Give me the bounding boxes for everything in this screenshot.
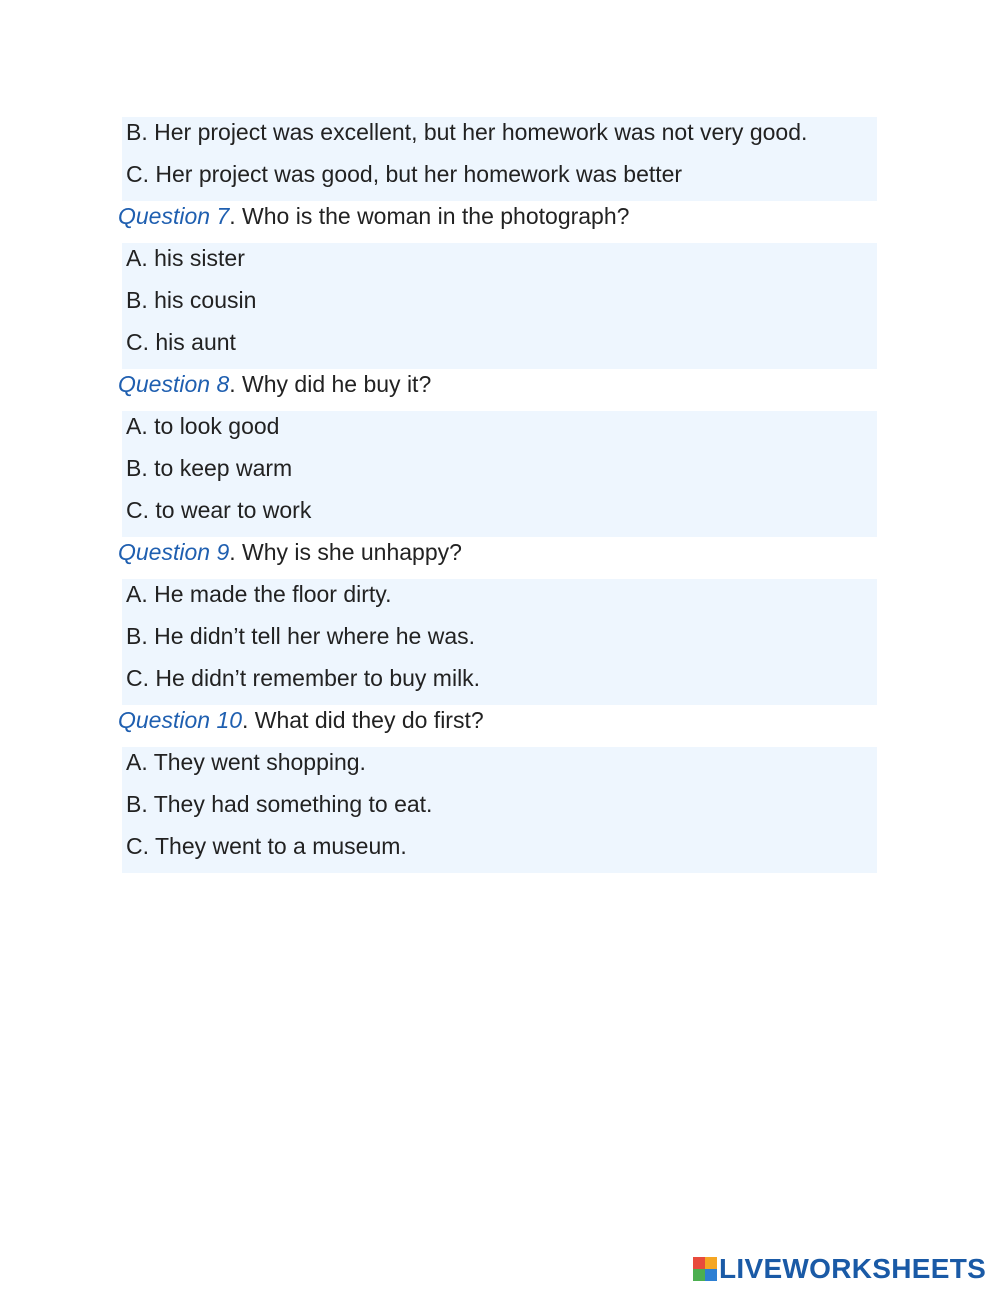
options-block (122, 243, 877, 369)
answer-option[interactable]: A. to look good (126, 413, 280, 439)
question-text: . Why is she unhappy? (229, 539, 462, 565)
logo-mark-icon (693, 1257, 717, 1281)
question-text: . Who is the woman in the photograph? (229, 203, 630, 229)
question-label: Question 7 (118, 203, 230, 229)
answer-option[interactable]: C. They went to a museum. (126, 833, 407, 859)
question-text: . Why did he buy it? (229, 371, 432, 397)
question-label: Question 8 (118, 371, 230, 397)
question-8 (118, 363, 431, 405)
answer-option[interactable]: B. He didn’t tell her where he was. (126, 623, 476, 649)
answer-option[interactable]: C. to wear to work (126, 497, 312, 523)
options-block (122, 579, 877, 705)
logo-mark-tile (693, 1269, 705, 1281)
question-7 (118, 195, 629, 237)
answer-option[interactable]: B. Her project was excellent, but her homework was not very good. (126, 119, 808, 145)
question-label: Question 10 (118, 707, 243, 733)
answer-option[interactable]: B. They had something to eat. (126, 791, 433, 817)
answer-option[interactable]: C. Her project was good, but her homework was better (126, 161, 683, 187)
answer-option[interactable]: C. his aunt (126, 329, 236, 355)
answer-option[interactable]: B. his cousin (126, 287, 257, 313)
logo-text: LIVEWORKSHEETS (719, 1253, 987, 1284)
logo-mark-tile (705, 1257, 717, 1269)
answer-option[interactable]: B. to keep warm (126, 455, 293, 481)
question-9 (118, 531, 462, 573)
answer-option[interactable]: A. his sister (126, 245, 245, 271)
options-block (122, 747, 877, 873)
answer-option[interactable]: A. He made the floor dirty. (126, 581, 392, 607)
question-label: Question 9 (118, 539, 230, 565)
answer-option[interactable]: C. He didn’t remember to buy milk. (126, 665, 481, 691)
logo-mark-tile (705, 1269, 717, 1281)
question-10 (118, 699, 484, 741)
options-block (122, 117, 877, 201)
answer-option[interactable]: A. They went shopping. (126, 749, 366, 775)
options-block (122, 411, 877, 537)
question-text: . What did they do first? (242, 707, 484, 733)
logo-mark-tile (693, 1257, 705, 1269)
liveworksheets-logo (693, 1252, 986, 1286)
